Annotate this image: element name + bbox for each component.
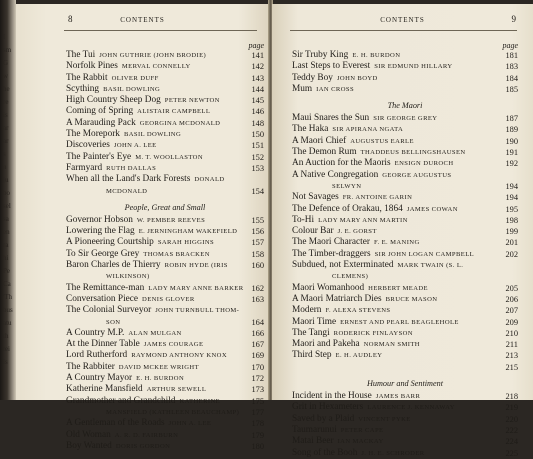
entry-title: A Pioneering Courtship — [66, 237, 154, 248]
entry-page-number: 213 — [505, 351, 518, 361]
entry-author: JOHN GUTHRIE (JOHN BRODIE) — [99, 52, 207, 59]
section-heading: People, Great and Small — [124, 202, 206, 212]
entry-author: RODERICK FINLAYSON — [333, 329, 413, 337]
contents-entry — [66, 430, 264, 441]
entry-title: The Defence of Orakau, 1864 — [292, 203, 403, 214]
entry-page-number: 144 — [251, 84, 264, 94]
right-running-title: CONTENTS — [380, 16, 425, 24]
entry-author: PETER NEWTON — [164, 97, 220, 105]
entry-author: E. H. AUDLEY — [335, 352, 383, 360]
entry-author: SIR JOHN LOGAN CAMPBELL — [374, 250, 475, 258]
entry-author: DENIS GLOVER — [142, 295, 195, 303]
entry-page-number: 143 — [251, 73, 264, 83]
entry-title: Boy Wanted — [66, 440, 112, 451]
adjacent-page-fragment: th — [3, 332, 9, 340]
adjacent-page-fragment: ar — [3, 137, 9, 145]
entry-author: SIR APIRANA NGATA — [332, 126, 404, 134]
entry-author: W. PEMBER REEVES — [136, 216, 206, 224]
entry-page-number: 164 — [251, 317, 264, 327]
entry-title: The Tui — [66, 50, 96, 60]
entry-author: J. H. E. SCHRODER — [361, 449, 425, 457]
contents-entry — [66, 226, 264, 237]
contents-entry — [292, 402, 518, 413]
adjacent-page-fragment: 'Th — [3, 293, 13, 301]
entry-title: Baron Charles de Thierry — [66, 260, 161, 271]
contents-entry — [66, 50, 264, 61]
contents-entry — [66, 260, 264, 271]
entry-page-number: 166 — [251, 328, 264, 338]
entry-author: GEORGINA MCDONALD — [139, 119, 221, 127]
entry-title: Katherine Mansfield — [66, 384, 143, 395]
entry-author: PETER CAPE — [340, 426, 384, 434]
entry-title: A Maori Matriarch Dies — [292, 293, 382, 304]
contents-entry — [292, 237, 518, 248]
entry-title: An Auction for the Maoris — [292, 158, 391, 169]
contents-entry — [292, 158, 518, 169]
contents-entry — [292, 50, 518, 61]
contents-entry — [292, 448, 518, 459]
entry-author: LADY MARY ANN MARTIN — [318, 216, 408, 224]
entry-title: The Remittance-man — [66, 282, 145, 293]
entry-title: To Sir George Grey — [66, 248, 140, 259]
entry-title: High Country Sheep Dog — [66, 95, 161, 106]
entry-title: Matai Beer — [292, 436, 334, 447]
contents-entry — [292, 391, 518, 402]
entry-author: OLIVER DUFF — [111, 74, 159, 82]
entry-author: CLEMENS) — [332, 273, 369, 281]
contents-entry — [292, 61, 518, 72]
entry-page-number: 189 — [505, 125, 518, 135]
entry-title: The Maori Character — [292, 237, 370, 248]
entry-page-number: 191 — [505, 148, 518, 158]
adjacent-page-fragment: en — [3, 228, 10, 236]
entry-author: THADDEUS BELLINGSHAUSEN — [360, 149, 466, 157]
entry-title: Colour Bar — [292, 226, 334, 237]
adjacent-page-fragment: Ca — [3, 280, 11, 288]
entry-author: DONALD — [194, 176, 225, 184]
entry-author: JAMES BARR — [375, 393, 421, 401]
adjacent-page-fragment: bus — [3, 306, 13, 314]
adjacent-page-fragment: ju — [3, 176, 9, 184]
entry-title: Conversation Piece — [66, 293, 139, 304]
entry-page-number: 141 — [251, 51, 264, 60]
contents-entry — [292, 260, 518, 271]
entry-title: Maori Time — [292, 316, 337, 327]
entry-page-number: 173 — [251, 385, 264, 395]
entry-author: BASIL DOWLING — [103, 85, 161, 93]
entry-page-number: 178 — [251, 419, 264, 429]
entry-title: Incident in the House — [292, 391, 372, 402]
adjacent-page-fragment: G — [3, 59, 9, 67]
contents-entry-continuation — [66, 317, 264, 328]
entry-title: A Country M.P. — [66, 327, 125, 338]
adjacent-page-fragment: Pe — [3, 267, 10, 275]
entry-title: Scything — [66, 83, 100, 94]
entry-author: RUTH DALLAS — [106, 164, 157, 172]
adjacent-page-fragment: n — [3, 163, 7, 171]
entry-author: LAURENCE J. KENNAWAY — [367, 404, 455, 412]
contents-entry-continuation — [66, 407, 264, 418]
entry-page-number: 192 — [505, 159, 518, 169]
entry-title: The Rabbiter — [66, 361, 115, 372]
contents-entry — [66, 95, 264, 106]
entry-page-number: 180 — [251, 441, 264, 451]
entry-author: IAN CROSS — [316, 85, 355, 93]
entry-page-number: 199 — [505, 227, 518, 237]
adjacent-page-fragment: sel — [3, 202, 11, 210]
left-page-number: 8 — [68, 14, 74, 24]
entry-title: The Timber-draggers — [292, 248, 371, 259]
entry-title: A Native Congregation — [292, 169, 379, 180]
contents-entry — [292, 305, 518, 316]
entry-author: WILKINSON) — [106, 273, 150, 281]
right-head-rule — [290, 30, 517, 31]
entry-title: Third Step — [292, 350, 332, 361]
entry-author: KATHERINE — [179, 397, 221, 405]
entry-title: Norfolk Pines — [66, 61, 118, 72]
entry-title: Lord Rutherford — [66, 350, 128, 361]
adjacent-page-fragment: bo — [3, 189, 10, 197]
section-heading: The Maori — [387, 101, 423, 111]
entry-page-number: 152 — [251, 152, 264, 162]
entry-author: LADY MARY ANNE BARKER — [148, 284, 244, 292]
entry-author: DAVID MCKEE WRIGHT — [118, 363, 200, 371]
right-running-head — [272, 16, 533, 28]
contents-entry — [66, 129, 264, 140]
entry-author: ENSIGN DUROCH — [394, 160, 454, 168]
entry-title: At the Dinner Table — [66, 339, 140, 350]
adjacent-page-fragment: w — [3, 72, 9, 80]
entry-title: The Painter's Eye — [66, 151, 132, 162]
left-head-rule — [64, 30, 257, 31]
contents-entry — [66, 61, 264, 72]
entry-page-number: 183 — [505, 62, 518, 72]
contents-entry — [66, 237, 264, 248]
entry-author: ROBIN HYDE (IRIS — [164, 262, 228, 270]
entry-page-number: 184 — [505, 73, 518, 83]
contents-entry — [292, 226, 518, 237]
page-column-label: page — [248, 41, 264, 50]
entry-page-number: 224 — [505, 437, 518, 447]
entry-title: The Demon Rum — [292, 147, 357, 158]
section-heading: Humour and Sentiment — [367, 379, 443, 389]
entry-page-number: 145 — [251, 96, 264, 106]
entry-page-number: 202 — [505, 249, 518, 259]
entry-title: Farmyard — [66, 162, 103, 173]
entry-page-number: 142 — [251, 62, 264, 72]
entry-author: SELWYN — [332, 182, 362, 190]
contents-entry — [292, 283, 518, 294]
contents-entry-continuation — [66, 186, 264, 197]
entry-author: ALAN MULGAN — [128, 329, 182, 337]
contents-entry-continuation — [292, 362, 518, 373]
adjacent-page-fragment: re — [3, 98, 9, 106]
entry-author: MCDONALD — [106, 187, 148, 195]
entry-page-number: 163 — [251, 294, 264, 304]
entry-title: Lowering the Flag — [66, 226, 135, 237]
left-page — [16, 4, 269, 451]
entry-title: Grit in Hexameters — [292, 402, 364, 413]
contents-entry — [292, 294, 518, 305]
entry-title: Saved by a Plaid — [292, 413, 355, 424]
contents-entry — [292, 124, 518, 135]
entry-page-number: 205 — [505, 283, 518, 293]
entry-author: E. H. BURDON — [352, 52, 401, 59]
entry-title: Coming of Spring — [66, 106, 134, 117]
contents-entry — [292, 204, 518, 215]
entry-page-number: 220 — [505, 414, 518, 424]
entry-author: BRUCE MASON — [385, 295, 438, 303]
entry-page-number: 153 — [251, 163, 264, 173]
left-contents-list — [66, 40, 264, 452]
adjacent-page-fragment: s — [3, 150, 6, 158]
entry-page-number: 158 — [251, 249, 264, 259]
contents-entry — [66, 441, 264, 452]
contents-entry — [66, 215, 264, 226]
entry-title: To-Hi — [292, 214, 315, 225]
entry-page-number: 157 — [251, 238, 264, 248]
entry-page-number: 150 — [251, 130, 264, 140]
contents-entry — [66, 305, 264, 316]
entry-author: A. R. D. FAIRBURN — [114, 431, 179, 439]
right-contents-list — [292, 40, 518, 459]
contents-entry — [66, 174, 264, 185]
entry-author: JAMES COURAGE — [143, 341, 204, 349]
entry-page-number: 179 — [251, 430, 264, 440]
entry-page-number: 207 — [505, 306, 518, 316]
entry-page-number: 175 — [251, 396, 264, 406]
adjacent-page-fragment: is — [3, 111, 8, 119]
contents-entry — [66, 140, 264, 151]
entry-author: MERVAL CONNELLY — [121, 63, 191, 71]
entry-page-number: 190 — [505, 136, 518, 146]
entry-author: IAN MACKAY — [337, 438, 384, 446]
entry-author: MARK TWAIN (S. L. — [397, 262, 464, 270]
adjacent-page-fragment: sa — [3, 215, 9, 223]
entry-title: Governor Hobson — [66, 214, 133, 225]
entry-title: Sir Truby King — [292, 50, 349, 60]
entry-title: Subdued, not Exterminated — [292, 260, 394, 271]
contents-entry — [66, 73, 264, 84]
entry-author: E. JERNINGHAM WAKEFIELD — [138, 228, 238, 236]
contents-entry — [66, 384, 264, 395]
entry-page-number: 218 — [505, 392, 518, 402]
entry-page-number: 209 — [505, 317, 518, 327]
contents-entry — [66, 396, 264, 407]
contents-entry — [66, 84, 264, 95]
entry-title: Maui Snares the Sun — [292, 113, 370, 124]
entry-author: M. T. WOOLLASTON — [135, 153, 204, 161]
contents-entry-continuation — [292, 181, 518, 192]
entry-title: A Gentleman of the Roads — [66, 418, 165, 429]
entry-title: Song of the Booh — [292, 447, 358, 458]
contents-entry — [292, 73, 518, 84]
entry-page-number: 201 — [505, 238, 518, 248]
entry-page-number: 195 — [505, 204, 518, 214]
entry-page-number: 194 — [505, 193, 518, 203]
entry-author: BASIL DOWLING — [123, 131, 182, 139]
entry-title: Maori and Pakeha — [292, 339, 360, 350]
adjacent-page-fragment: he — [3, 85, 10, 93]
entry-page-number: 160 — [251, 261, 264, 271]
entry-page-number: 151 — [251, 141, 264, 151]
contents-entry — [66, 106, 264, 117]
contents-entry — [292, 113, 518, 124]
entry-author: AUGUSTUS EARLE — [350, 137, 414, 145]
contents-entry — [66, 283, 264, 294]
entry-page-number: 222 — [505, 425, 518, 435]
entry-author: JOHN A. LEE — [113, 142, 157, 150]
entry-author: RAYMOND ANTHONY KNOX — [131, 352, 228, 360]
entry-title: Old Woman — [66, 429, 111, 440]
contents-entry — [292, 317, 518, 328]
entry-author: NORMAN SMITH — [363, 341, 420, 349]
entry-author: SON — [106, 318, 121, 326]
entry-page-number: 146 — [251, 107, 264, 117]
contents-entry — [292, 436, 518, 447]
entry-title: The Haka — [292, 124, 329, 135]
contents-entry — [66, 118, 264, 129]
entry-author: JOHN BOYD — [336, 74, 378, 82]
entry-title: Grandmother and Grandchild — [66, 395, 176, 406]
entry-page-number: 162 — [251, 283, 264, 293]
entry-author: ALISTAIR CAMPBELL — [137, 108, 211, 116]
contents-entry — [66, 373, 264, 384]
entry-page-number: 210 — [505, 328, 518, 338]
adjacent-page-fragment: ar — [3, 124, 9, 132]
adjacent-page-fragment: is — [3, 358, 8, 366]
entry-title: Modern — [292, 305, 322, 316]
entry-page-number: 170 — [251, 362, 264, 372]
entry-title: A Country Mayor — [66, 373, 133, 384]
contents-entry — [66, 249, 264, 260]
entry-author: ARTHUR SEWELL — [146, 386, 207, 394]
entry-page-number: 215 — [505, 362, 518, 372]
entry-author: E. H. BURDON — [136, 375, 185, 383]
entry-author: DORIS GORDON — [115, 442, 171, 450]
contents-entry — [66, 362, 264, 373]
entry-title: The Colonial Surveyor — [66, 305, 152, 316]
entry-title: Discoveries — [66, 140, 110, 151]
contents-entry — [292, 328, 518, 339]
contents-entry — [66, 152, 264, 163]
contents-entry — [292, 425, 518, 436]
adjacent-page-fragment: I — [3, 33, 6, 41]
entry-page-number: 206 — [505, 294, 518, 304]
entry-author: VINCENT PYKE — [358, 415, 411, 423]
entry-title: Mum — [292, 83, 313, 94]
entry-page-number: 181 — [505, 51, 518, 60]
contents-entry — [66, 294, 264, 305]
contents-entry — [292, 84, 518, 95]
entry-page-number: 185 — [505, 84, 518, 94]
entry-author: J. E. GORST — [337, 228, 377, 236]
entry-title: Maori Womanhood — [292, 282, 365, 293]
adjacent-page-fragment: hi — [3, 254, 9, 262]
contents-entry-continuation — [292, 271, 518, 282]
entry-author: MANSFIELD (KATHLEEN BEAUCHAMP) — [106, 408, 240, 416]
entry-author: FR. ANTOINE GARIN — [342, 194, 413, 202]
adjacent-page-edge — [0, 0, 16, 400]
entry-title: When all the Land's Dark Forests — [66, 174, 191, 185]
adjacent-page-fragment: atu — [3, 319, 12, 327]
contents-entry — [292, 170, 518, 181]
contents-entry — [66, 418, 264, 429]
entry-title: The Rabbit — [66, 72, 108, 83]
contents-entry — [292, 249, 518, 260]
contents-entry — [292, 192, 518, 203]
contents-entry — [292, 339, 518, 350]
entry-page-number: 219 — [505, 403, 518, 413]
entry-page-number: 198 — [505, 215, 518, 225]
contents-entry — [66, 328, 264, 339]
contents-entry — [66, 163, 264, 174]
contents-entry — [66, 350, 264, 361]
entry-author: F. ALEXA STEVENS — [325, 307, 391, 315]
entry-page-number: 187 — [505, 114, 518, 124]
entry-page-number: 155 — [251, 215, 264, 225]
entry-title: The Morepork — [66, 129, 120, 140]
entry-page-number: 172 — [251, 374, 264, 384]
contents-entry-continuation — [66, 271, 264, 282]
adjacent-page-fragment: sm — [3, 46, 12, 54]
entry-author: JAMES COWAN — [406, 205, 458, 213]
entry-author: F. E. MANING — [373, 239, 420, 247]
contents-entry — [66, 339, 264, 350]
entry-page-number: 169 — [251, 351, 264, 361]
entry-title: A Maori Chief — [292, 135, 347, 146]
entry-page-number: 177 — [251, 407, 264, 417]
adjacent-page-fragment: ra — [3, 241, 9, 249]
page-column-label: page — [502, 41, 518, 50]
adjacent-page-fragment: tei — [3, 345, 10, 353]
entry-page-number: 167 — [251, 340, 264, 350]
entry-page-number: 225 — [505, 448, 518, 458]
contents-entry — [292, 350, 518, 361]
entry-page-number: 154 — [251, 186, 264, 196]
entry-author: SARAH HIGGINS — [157, 239, 215, 247]
entry-author: JOHN TURNBULL THOM- — [155, 307, 240, 315]
entry-title: A Marauding Pack — [66, 117, 136, 128]
entry-author: JOHN A. LEE — [168, 420, 212, 428]
left-running-head — [16, 16, 269, 28]
contents-entry — [292, 136, 518, 147]
contents-entry — [292, 215, 518, 226]
entry-page-number: 194 — [505, 181, 518, 191]
right-page-number: 9 — [511, 14, 517, 24]
entry-title: Teddy Boy — [292, 72, 333, 83]
entry-author: THOMAS BRACKEN — [143, 250, 210, 258]
entry-page-number: 156 — [251, 227, 264, 237]
entry-author: GEORGE AUGUSTUS — [382, 171, 452, 179]
entry-title: Not Savages — [292, 192, 339, 203]
entry-author: ERNEST AND PEARL BEAGLEHOLE — [340, 318, 459, 326]
entry-title: The Tangi — [292, 327, 330, 338]
entry-author: SIR EDMUND HILLARY — [374, 63, 453, 71]
entry-author: HERBERT MEADE — [368, 284, 428, 292]
right-page — [272, 4, 533, 458]
entry-page-number: 148 — [251, 118, 264, 128]
entry-title: Last Steps to Everest — [292, 61, 371, 72]
contents-entry — [292, 414, 518, 425]
left-running-title: CONTENTS — [120, 16, 165, 24]
contents-entry — [292, 147, 518, 158]
entry-page-number: 211 — [505, 340, 518, 350]
entry-author: SIR GEORGE GREY — [373, 115, 438, 123]
entry-title: Taumarunui — [292, 424, 337, 435]
